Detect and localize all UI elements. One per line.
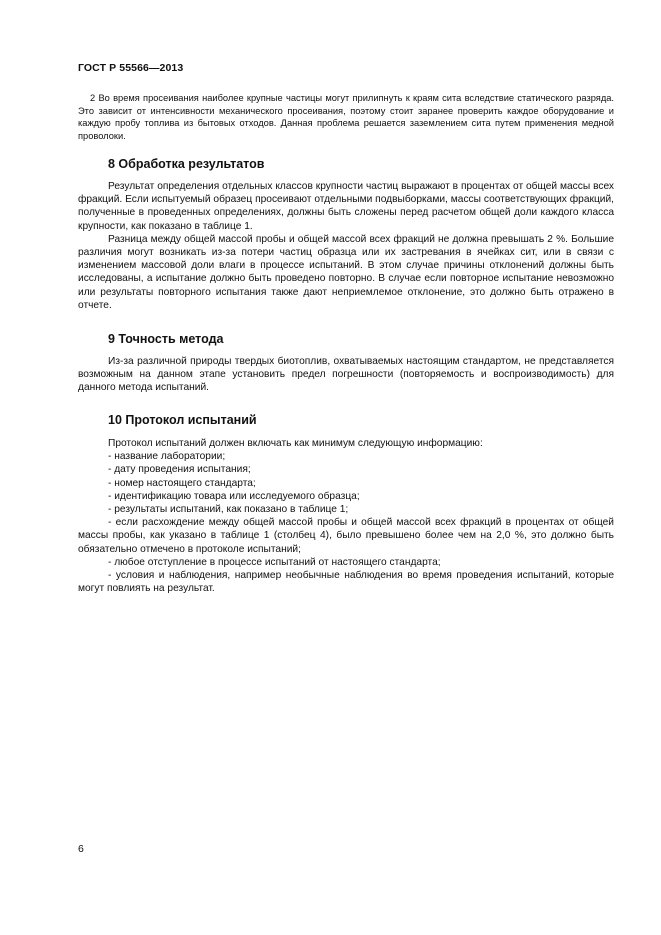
list-item: - если расхождение между общей массой пробы и общей массой всех фракций в процентах от общей массы пробы, как указано в таблице 1 (столбец 4), было превышено более чем на 2,0 %, это должно быть обязательно отмечено в протоколе испытаний;	[78, 517, 614, 555]
document-header: ГОСТ Р 55566—2013	[78, 62, 184, 74]
list-item: - дату проведения испытания;	[108, 464, 251, 476]
section-8-body	[78, 180, 614, 312]
section-8-paragraph-1: Результат определения отдельных классов крупности частиц выражают в процентах от общей массы всех фракций. Если испытуемый образец просеивают отдельными подвыборками, массы соответствующих фракций, полученные в проведенных определениях, должны быть сложены перед расчетом общей доли каждого класса крупности, как показано в таблице 1.	[78, 181, 614, 232]
list-item: - идентификацию товара или исследуемого образца;	[108, 490, 360, 502]
section-9-paragraph-1: Из-за различной природы твердых биотоплив, охватываемых настоящим стандартом, не представляется возможным на данном этапе установить предел погрешности (повторяемость и воспроизводимость) для данного метода испытаний.	[78, 356, 614, 394]
section-8-paragraph-2: Разница между общей массой пробы и общей массой всех фракций не должна превышать 2 %. Большие различия могут возникать из-за потери частиц образца или их застревания в ячейках сит, или в связи с изменением массовой доли влаги в процессе испытаний. В этом случае причины отклонений должны быть исследованы, а испытание должно быть проведено повторно. В случае если повторное испытание невозможно или результаты повторного испытания также дают неприемлемое отклонение, это должно быть отражено в отчете.	[78, 233, 614, 311]
section-9-title: 9 Точность метода	[108, 332, 224, 346]
page-number: 6	[78, 843, 84, 855]
section-10-title: 10 Протокол испытаний	[108, 413, 257, 427]
list-item: - номер настоящего стандарта;	[108, 477, 256, 489]
section-10-body	[78, 437, 614, 595]
list-item: - результаты испытаний, как показано в таблице 1;	[108, 504, 349, 516]
list-item: - условия и наблюдения, например необычные наблюдения во время проведения испытаний, которые могут повлиять на результат.	[78, 570, 614, 595]
note-2	[78, 92, 614, 142]
list-item: - любое отступление в процессе испытаний от настоящего стандарта;	[108, 556, 441, 568]
note-text: 2 Во время просеивания наиболее крупные частицы могут прилипнуть к краям сита вследствие статического разряда. Это зависит от интенсивности механического просеивания, поэтому стоит заранее проверить каждое оборудование и каждую пробу топлива из бытовых отходов. Данная проблема решается заземлением сита путем применения медной проволоки.	[78, 93, 614, 141]
list-item: - название лаборатории;	[108, 451, 226, 463]
section-10-intro: Протокол испытаний должен включать как минимум следующую информацию:	[108, 438, 483, 449]
section-8-title: 8 Обработка результатов	[108, 157, 265, 171]
section-9-body	[78, 355, 614, 395]
